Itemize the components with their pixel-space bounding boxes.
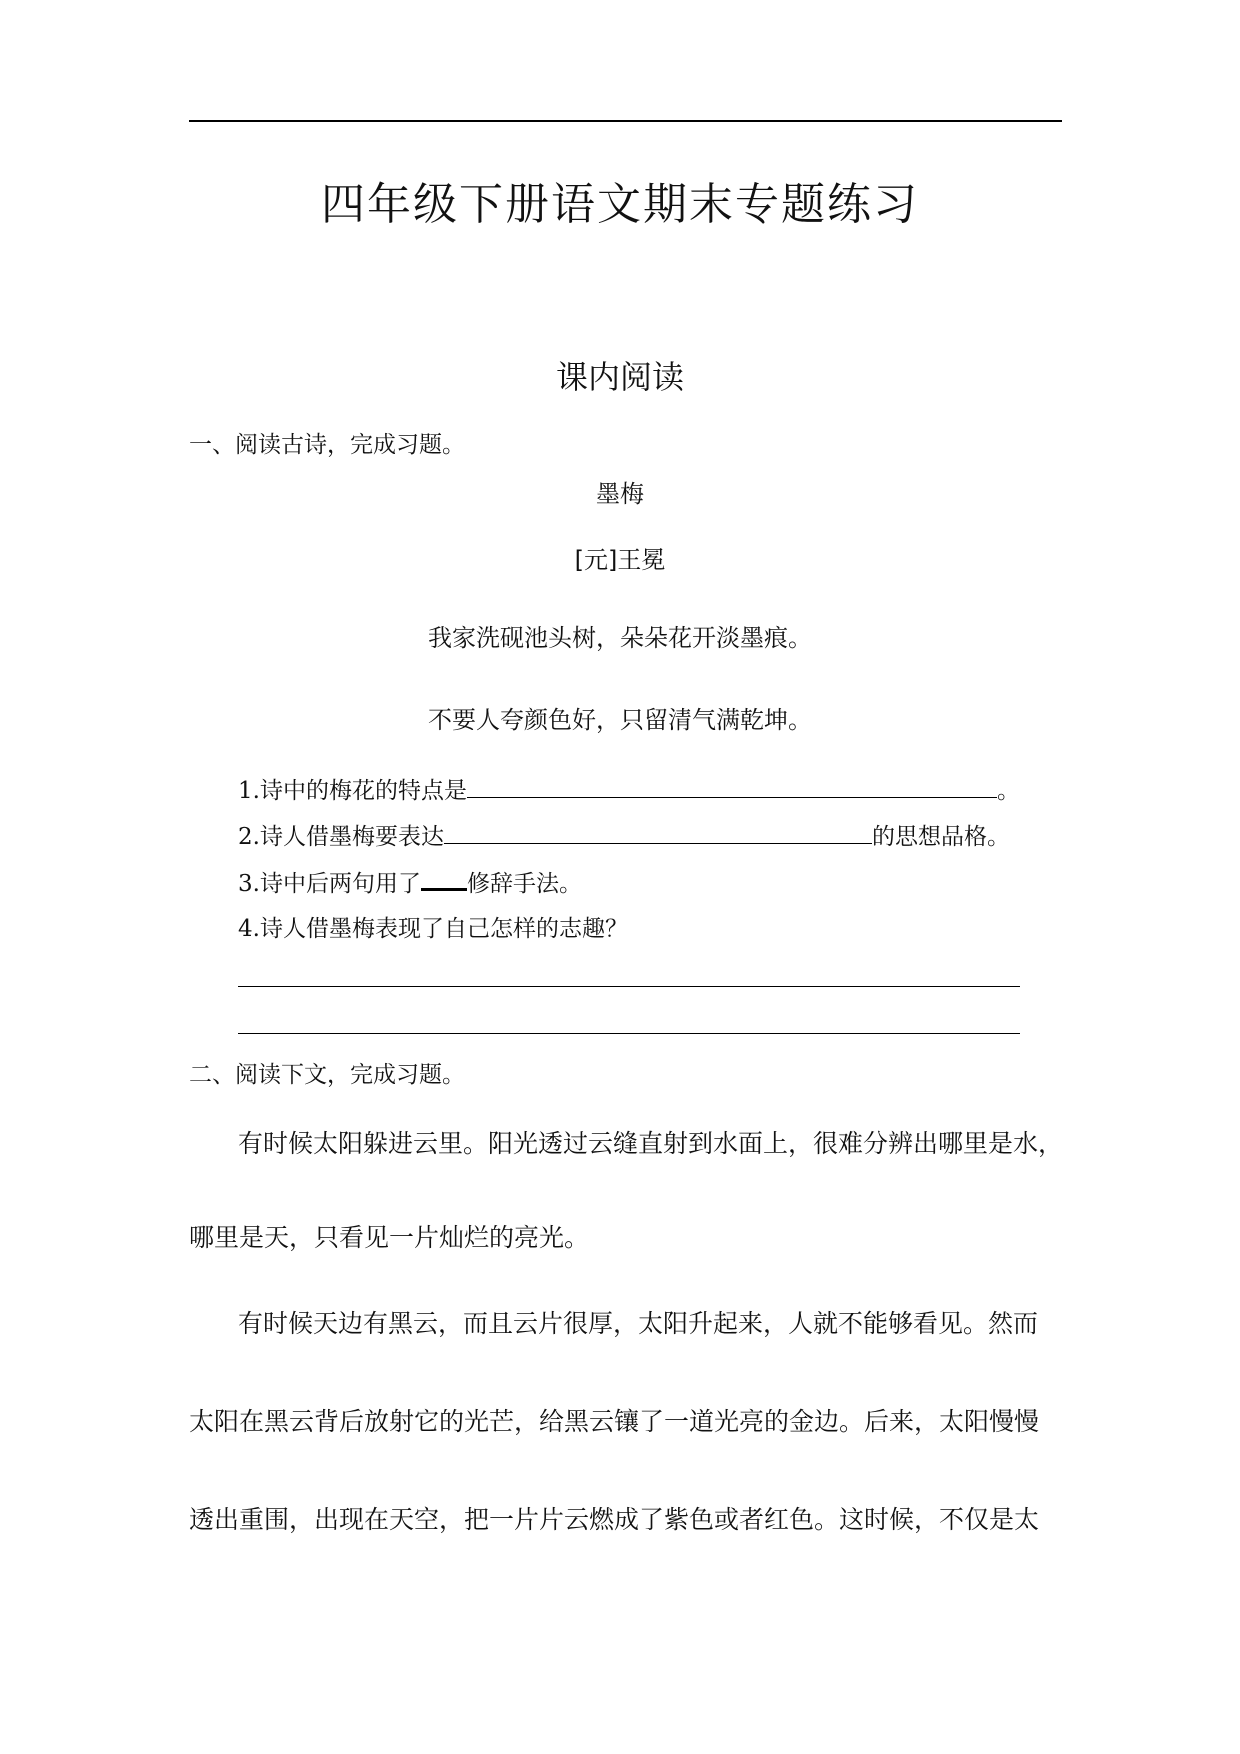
question-4: 4.诗人借墨梅表现了自己怎样的志趣？ [238, 916, 628, 942]
question-1 [238, 772, 1020, 805]
poem-line-2: 不要人夸颜色好，只留清气满乾坤。 [428, 706, 812, 734]
question-2 [238, 818, 1010, 851]
poem-line-1: 我家洗砚池头树，朵朵花开淡墨痕。 [428, 624, 812, 652]
passage-line-1: 有时候太阳躲进云里。阳光透过云缝直射到水面上，很难分辨出哪里是水， [238, 1129, 1064, 1158]
poem-author: [元]王冕 [574, 546, 666, 574]
question-1-text: 1.诗中的梅花的特点是 [238, 778, 467, 804]
passage-line-4: 太阳在黑云背后放射它的光芒，给黑云镶了一道光亮的金边。后来，太阳慢慢 [189, 1407, 1040, 1436]
page-title: 四年级下册语文期末专题练习 [321, 179, 919, 230]
answer-blank-1[interactable] [467, 773, 997, 798]
top-rule [189, 120, 1062, 122]
poem-title: 墨梅 [596, 480, 644, 508]
answer-line-1[interactable] [238, 986, 1020, 987]
section-title: 课内阅读 [555, 358, 684, 396]
question-3 [238, 864, 582, 898]
answer-blank-2[interactable] [444, 819, 872, 844]
answer-line-2[interactable] [238, 1033, 1020, 1034]
passage-line-5: 透出重围，出现在天空，把一片片云燃成了紫色或者红色。这时候，不仅是太 [189, 1505, 1040, 1534]
question-3-suffix: 修辞手法。 [466, 871, 582, 897]
passage-line-3: 有时候天边有黑云，而且云片很厚，太阳升起来，人就不能够看见。然而 [238, 1309, 1039, 1338]
question-2-suffix: 的思想品格。 [871, 824, 1010, 850]
passage-line-2: 哪里是天，只看见一片灿烂的亮光。 [189, 1223, 590, 1252]
part1-heading: 一、阅读古诗，完成习题。 [189, 432, 465, 458]
part2-heading: 二、阅读下文，完成习题。 [189, 1062, 465, 1088]
answer-blank-3[interactable] [421, 864, 467, 891]
question-1-suffix: 。 [996, 778, 1020, 804]
question-3-text: 3.诗中后两句用了 [238, 871, 421, 897]
question-2-text: 2.诗人借墨梅要表达 [238, 824, 444, 850]
